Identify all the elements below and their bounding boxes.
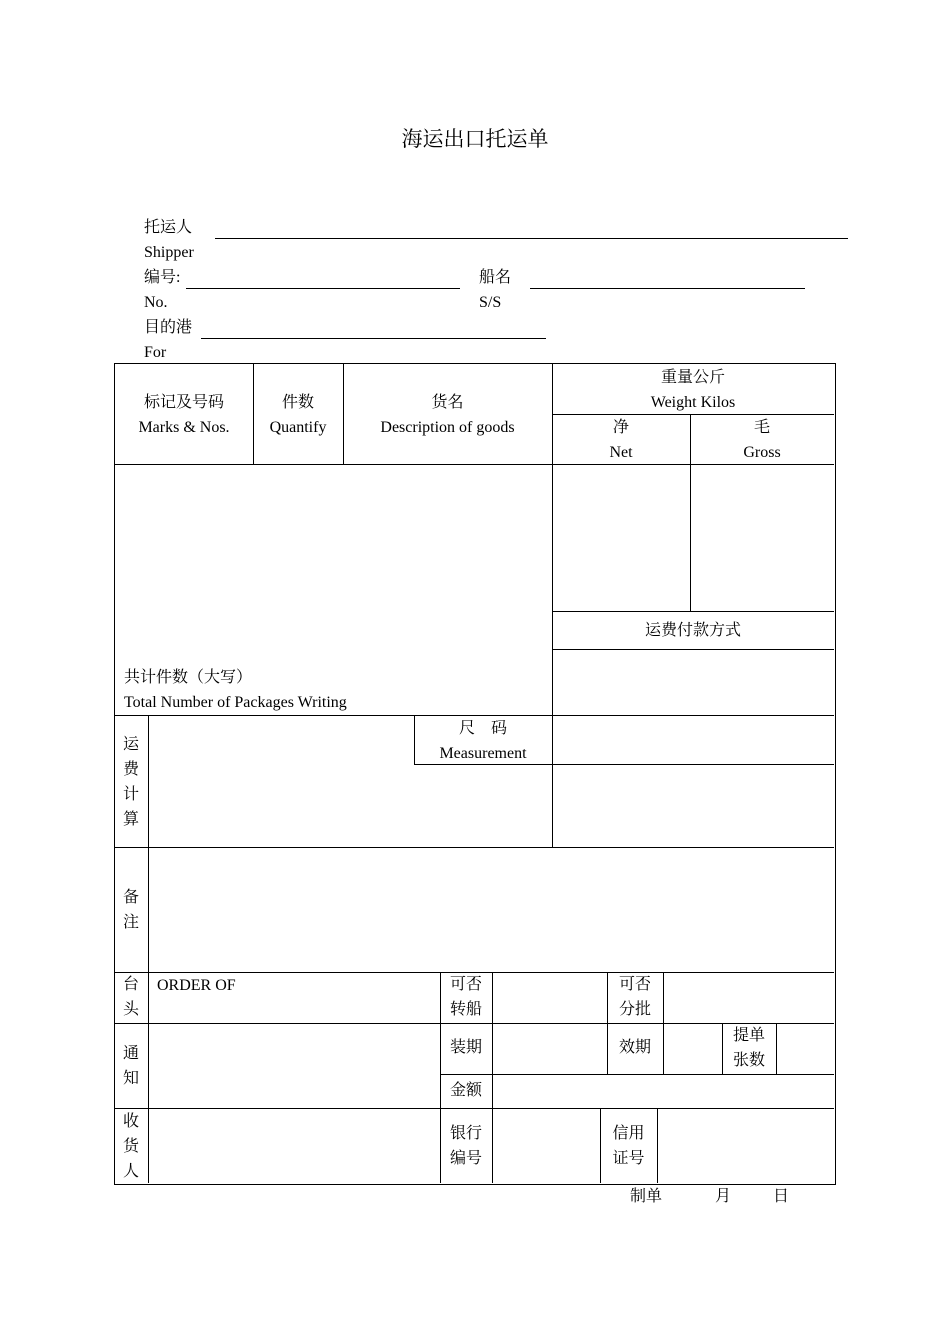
notify-label: 通 知 <box>122 1045 139 1087</box>
desc-header-en: Description of goods <box>380 419 515 436</box>
table-line <box>414 764 834 765</box>
header-label: 台 头 <box>122 976 139 1018</box>
vessel-label-en: S/S <box>479 294 502 311</box>
lc-no-label: 信用 证号 <box>612 1125 645 1167</box>
net-header-cn: 净 <box>612 419 629 436</box>
table-line <box>657 1108 658 1183</box>
no-field[interactable] <box>186 288 460 289</box>
marks-header-en: Marks & Nos. <box>138 419 230 436</box>
desc-header-cn: 货名 <box>431 394 464 411</box>
prepared-by-label: 制单 <box>630 1188 663 1205</box>
total-packages-label-en: Total Number of Packages Writing <box>124 694 347 711</box>
port-field[interactable] <box>201 338 546 339</box>
measurement-label-cn: 尺 码 <box>458 720 507 737</box>
table-line <box>552 414 834 415</box>
partial-shipment-label: 可否 分批 <box>618 976 651 1018</box>
shipper-label-cn: 托运人 <box>144 219 193 236</box>
table-line <box>114 1108 834 1109</box>
table-line <box>343 363 344 464</box>
table-line <box>114 464 834 465</box>
table-line <box>552 649 834 650</box>
vessel-label-cn: 船名 <box>479 269 512 286</box>
bank-no-label: 银行 编号 <box>449 1125 482 1167</box>
qty-header-cn: 件数 <box>281 394 314 411</box>
page-title: 海运出口托运单 <box>401 127 549 151</box>
qty-header-en: Quantify <box>269 419 327 436</box>
total-packages-label-cn: 共计件数（大写） <box>124 669 253 686</box>
remarks-label: 备 注 <box>122 889 139 931</box>
table-line <box>552 611 834 612</box>
table-line <box>253 363 254 464</box>
freight-payment-label: 运费付款方式 <box>644 622 741 639</box>
weight-header-en: Weight Kilos <box>650 394 736 411</box>
table-line <box>114 847 834 848</box>
gross-header-en: Gross <box>743 444 781 461</box>
gross-header-cn: 毛 <box>753 419 770 436</box>
table-line <box>776 1023 777 1074</box>
no-label-cn: 编号: <box>144 269 181 286</box>
shipper-label-en: Shipper <box>144 244 194 261</box>
table-line <box>663 972 664 1074</box>
validity-label: 效期 <box>618 1039 651 1056</box>
table-line <box>440 1074 834 1075</box>
weight-header-cn: 重量公斤 <box>660 369 725 386</box>
month-label: 月 <box>715 1188 732 1205</box>
order-of-text: ORDER OF <box>157 977 236 994</box>
vessel-field[interactable] <box>530 288 805 289</box>
transship-label: 可否 转船 <box>449 976 482 1018</box>
day-label: 日 <box>773 1188 790 1205</box>
net-header-en: Net <box>609 444 633 461</box>
shipper-field[interactable] <box>215 238 848 239</box>
port-label-cn: 目的港 <box>144 319 193 336</box>
marks-header-cn: 标记及号码 <box>143 394 224 411</box>
bl-count-label: 提单 张数 <box>732 1027 765 1069</box>
table-line <box>492 972 493 1183</box>
table-line <box>114 715 834 716</box>
amount-label: 金额 <box>449 1082 482 1099</box>
no-label-en: No. <box>144 294 168 311</box>
measurement-label-en: Measurement <box>439 745 527 762</box>
freight-calc-label: 运 费 计 算 <box>122 736 139 828</box>
loading-period-label: 装期 <box>449 1039 482 1056</box>
table-line <box>148 715 149 1183</box>
consignee-label: 收 货 人 <box>122 1113 139 1180</box>
port-label-en: For <box>144 344 167 361</box>
